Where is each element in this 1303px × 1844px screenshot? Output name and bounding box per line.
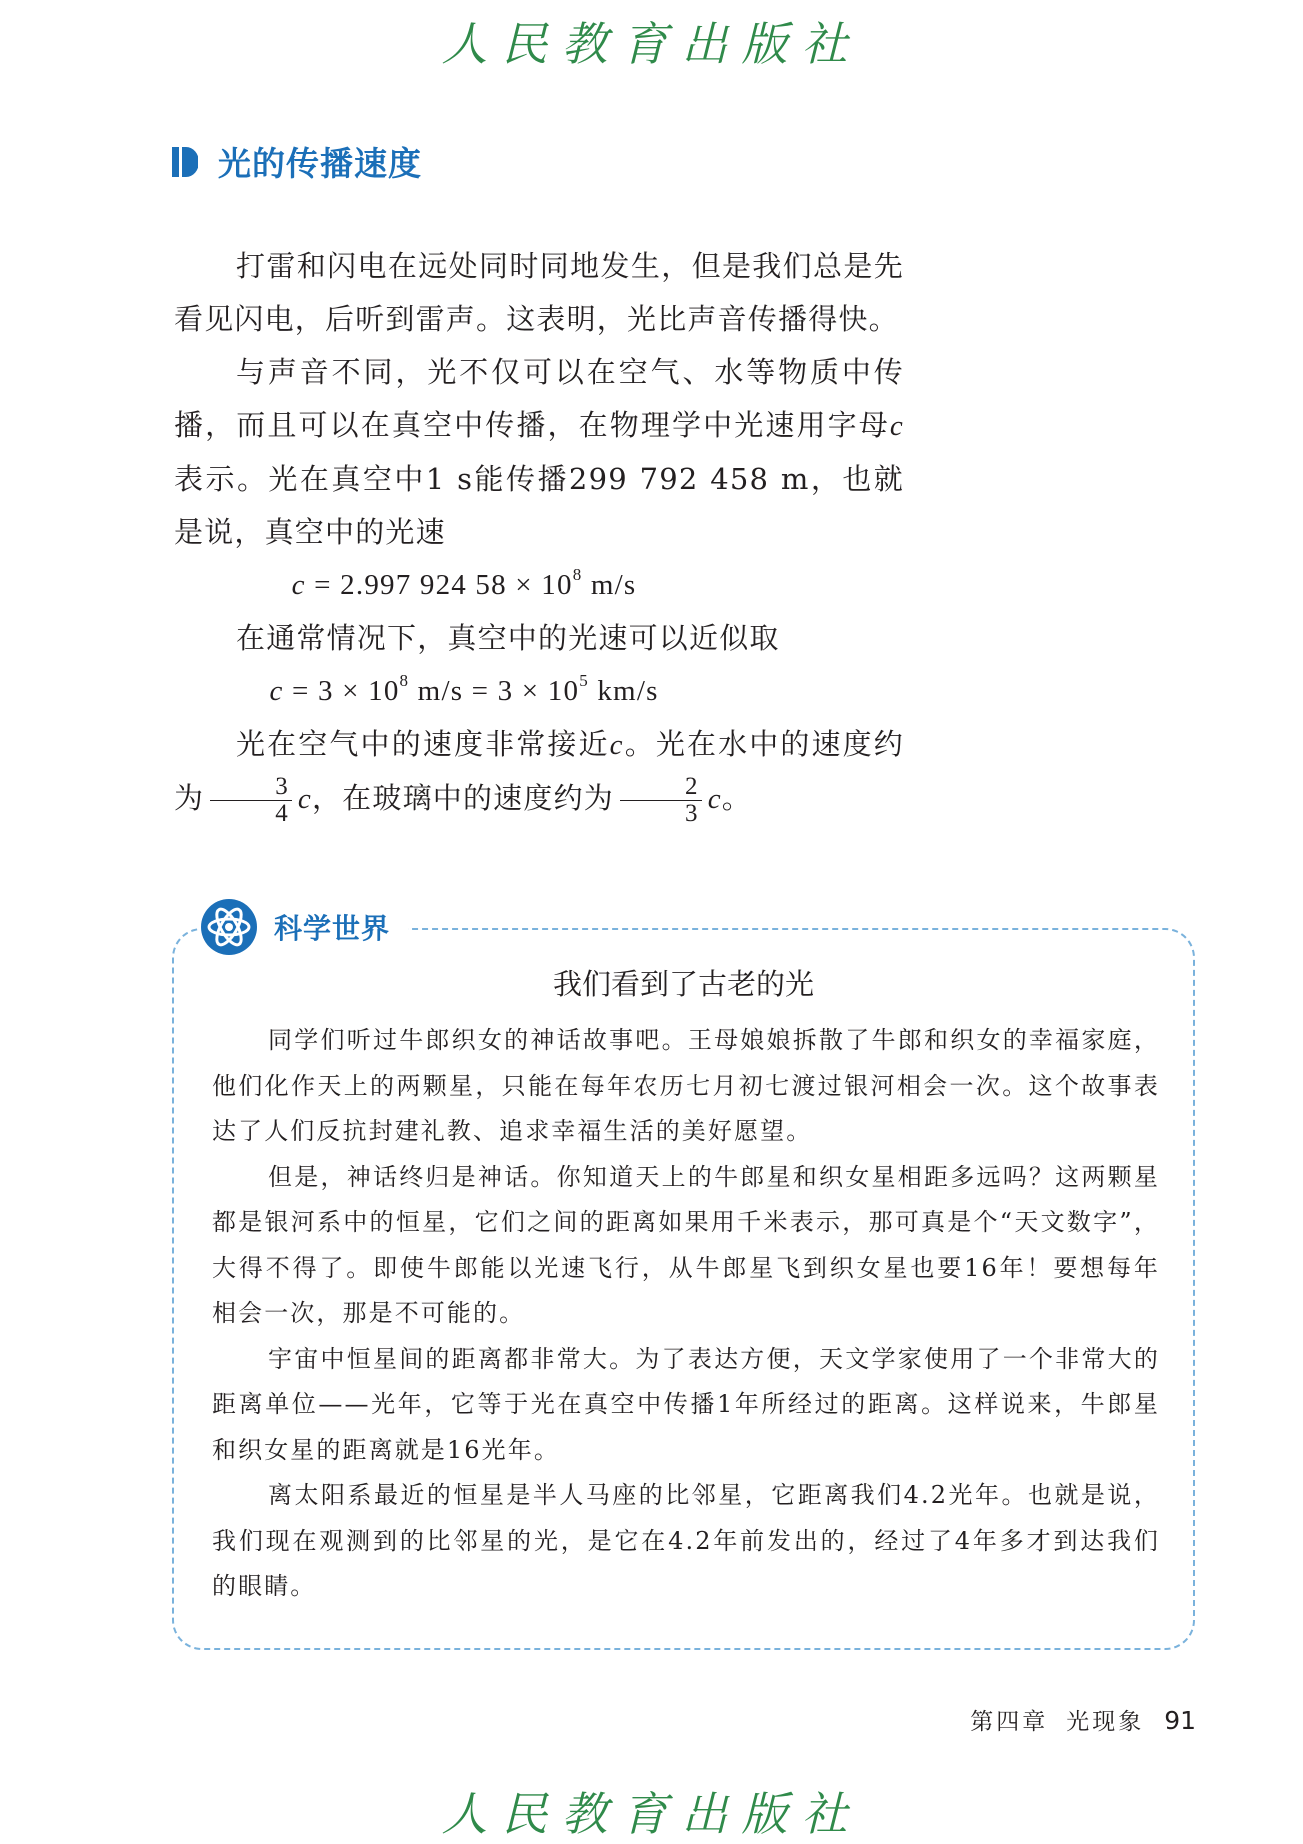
section-title: 光的传播速度 — [218, 144, 422, 183]
science-world-label: 科学世界 — [274, 912, 391, 945]
atom-icon — [200, 898, 258, 956]
section-heading — [172, 138, 422, 185]
page-number: 91 — [1164, 1706, 1196, 1735]
science-world-title: 我们看到了古老的光 — [552, 967, 814, 1001]
footer-chapter-title: 光现象 — [1066, 1709, 1145, 1735]
equation-exact-light-speed: c = 2.997 924 $58 \times 10^8$ m/s — [291, 565, 637, 601]
science-world-paragraph: 离太阳系最近的恒星是半人马座的比邻星，它距离我们4.2光年。也就是说，我们现在观测到的比邻星的光，是它在4.2年前发出的，经过了4年多才到达我们的眼睛。 — [212, 1481, 1160, 1600]
page-footer — [970, 1703, 1196, 1736]
paragraph-speed-of-light: 与声音不同，光不仅可以在空气、水等物质中传播，而且可以在真空中传播，在物理学中光速用字母c表示。光在真空中1 s能传播299 792 458 m，也就是说，真空中的光速 — [174, 355, 904, 549]
paragraph-thunder-lightning: 打雷和闪电在远处同时同地发生，但是我们总是先看见闪电，后听到雷声。这表明，光比声音传播得快。 — [174, 249, 904, 336]
equation-approx-light-speed: $c = 3 \times 10^8$ $m/s = 3 \times 10^5$ km/s — [269, 671, 659, 707]
science-world-paragraph: 同学们听过牛郎织女的神话故事吧。王母娘娘拆散了牛郎和织女的幸福家庭，他们化作天上的两颗星，只能在每年农历七月初七渡过银河相会一次。这个故事表达了人们反抗封建礼教、追求幸福生活的美好愿望。 — [212, 1026, 1160, 1145]
science-world-text — [212, 1018, 1160, 1610]
science-world-paragraph: 宇宙中恒星间的距离都非常大。为了表达方便，天文学家使用了一个非常大的距离单位——光年，它等于光在真空中传播1年所经过的距离。这样说来，牛郎星和织女星的距离就是16光年。 — [212, 1344, 1160, 1464]
main-text — [174, 240, 904, 827]
fraction-two-thirds: $\frac{2}{3}$ — [620, 774, 702, 827]
fraction-three-quarters: $\frac{3}{4}$ — [210, 774, 292, 827]
section-marker-icon — [172, 147, 198, 177]
publisher-watermark-top: 人民教育出版社 — [441, 17, 862, 71]
paragraph-approximation: 在通常情况下，真空中的光速可以近似取 — [236, 621, 780, 655]
science-world-header — [200, 898, 408, 956]
paragraph-speed-in-media: 光在空气中的速度非常接近c。光在水中的速度约为 $\frac{3}{4}$ c，在玻璃中的速度约为 $\frac{2}{3}$ c。 — [174, 727, 904, 827]
publisher-watermark-bottom: 人民教育出版社 — [441, 1787, 862, 1841]
footer-chapter: 第四章 — [970, 1709, 1049, 1735]
science-world-paragraph: 但是，神话终归是神话。你知道天上的牛郎星和织女星相距多远吗？这两颗星都是银河系中的恒星，它们之间的距离如果用千米表示，那可真是个“天文数字”，大得不得了。即使牛郎能以光速飞行，从牛郎星飞到织女星也要16年！要想每年相会一次，那是不可能的。 — [212, 1162, 1160, 1327]
